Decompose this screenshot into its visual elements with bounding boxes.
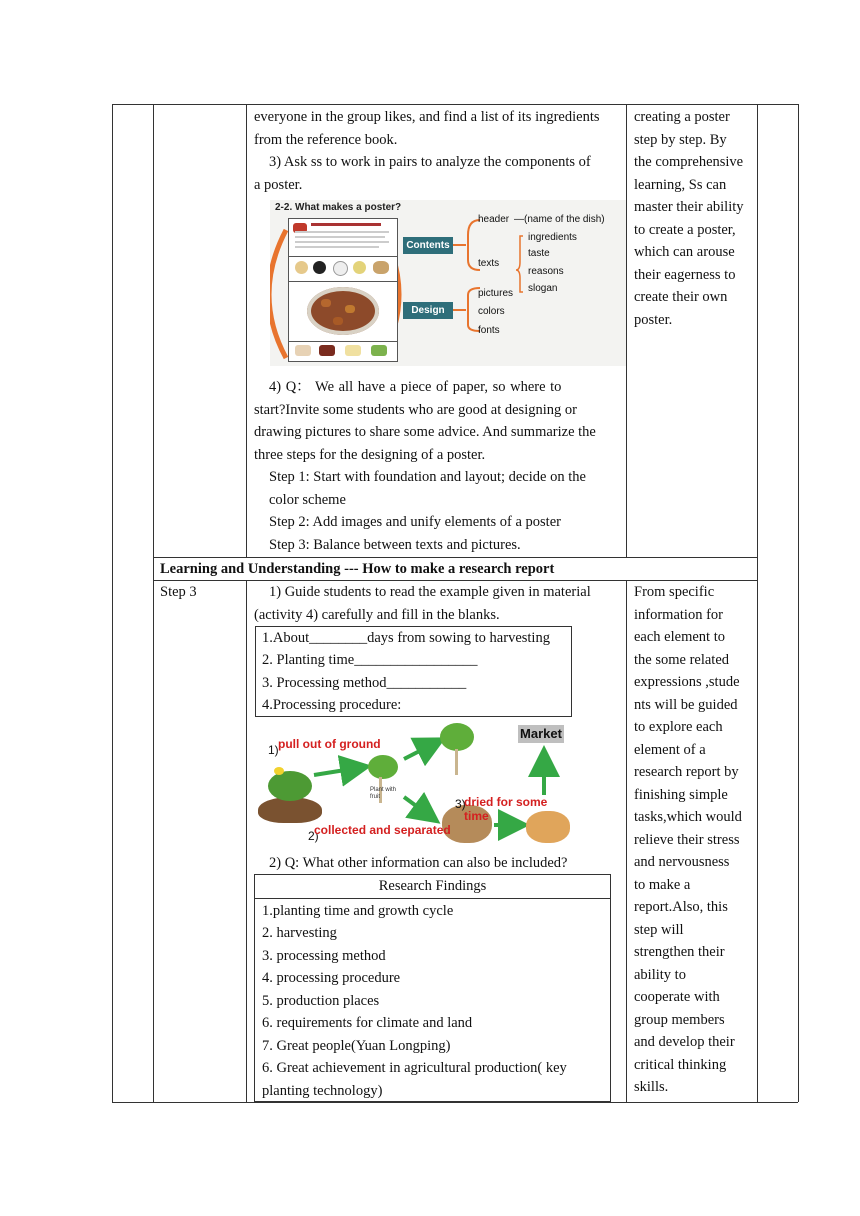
- step-text: Step 2: Add images and unify elements of a poster: [269, 514, 561, 530]
- ingredient-icon: [333, 261, 348, 276]
- main-text-line: 4) Q： We all have a piece of paper, so where to: [269, 379, 562, 395]
- blank-item: 4.Processing procedure:: [262, 697, 402, 713]
- kung-pao-chicken-dish: [307, 287, 379, 335]
- ingredient-icon: [295, 261, 308, 274]
- findings-item: 4. processing procedure: [262, 970, 401, 986]
- main-text-line: everyone in the group likes, and find a list of its ingredients: [254, 109, 600, 125]
- pictures-label: pictures: [478, 288, 514, 299]
- header-label: header: [478, 214, 510, 225]
- findings-item: 1.planting time and growth cycle: [262, 903, 454, 919]
- design-label: Design: [403, 302, 453, 319]
- drying-plant: [440, 723, 474, 751]
- step-text: color scheme: [269, 492, 346, 508]
- findings-item: 5. production places: [262, 993, 380, 1009]
- question-text: 2) Q: What other information can also be included?: [269, 855, 568, 871]
- col-border-right: [798, 104, 799, 1102]
- step-text: Step 3: Balance between texts and pictures.: [269, 537, 521, 553]
- fill-in-blanks-box: [255, 626, 572, 717]
- ingredient-icon: [373, 261, 389, 274]
- taste-label: taste: [528, 248, 550, 259]
- reasons-label: reasons: [528, 266, 564, 277]
- purpose-text-2: From specific information for each element to the some related expressions ,stude nts will be guided to explore each element of a research report by finishing simple tasks,which would relieve their stress and nervousness to make a report.Also, this step will strengthen their ability to cooperate with group members and develop their critical thinking skills.: [634, 584, 742, 1095]
- market-label: Market: [518, 725, 564, 743]
- name-of-dish-label: —(name of the dish): [514, 214, 605, 225]
- contents-label: Contents: [403, 237, 453, 254]
- dried-label: dried for some time: [464, 795, 548, 823]
- section-heading: Learning and Understanding --- How to make a research report: [160, 561, 555, 577]
- slogan-label: slogan: [528, 283, 558, 294]
- poster-components-figure: [270, 200, 626, 366]
- col-border-4a: [626, 104, 627, 557]
- table-top-border: [112, 104, 798, 105]
- main-text-line: (activity 4) carefully and fill in the blanks.: [254, 607, 500, 623]
- figure-title: 2-2. What makes a poster?: [275, 202, 402, 213]
- findings-header: Research Findings: [378, 878, 487, 894]
- main-text-line: drawing pictures to share some advice. And summarize the: [254, 424, 596, 440]
- col-border-3a: [246, 104, 247, 557]
- ingredient-icon: [353, 261, 366, 274]
- findings-item: 6. Great achievement in agricultural production( key: [262, 1060, 567, 1076]
- pulled-plant: [368, 755, 398, 779]
- fonts-label: fonts: [478, 325, 500, 336]
- main-text-line: 3) Ask ss to work in pairs to analyze the components of: [269, 154, 591, 170]
- findings-item: 6. requirements for climate and land: [262, 1015, 473, 1031]
- main-text-line: a poster.: [254, 177, 303, 193]
- findings-item: planting technology): [262, 1083, 383, 1099]
- table-bottom-border: [112, 1102, 798, 1103]
- step-number: 1): [268, 743, 279, 757]
- col-border-5: [757, 104, 758, 1102]
- main-text-line: from the reference book.: [254, 132, 398, 148]
- main-text-line: three steps for the designing of a poster.: [254, 447, 486, 463]
- pull-out-label: pull out of ground: [278, 737, 381, 751]
- blank-item: 3. Processing method___________: [262, 675, 467, 691]
- recipe-card: [288, 218, 398, 362]
- purpose-text-1: creating a poster step by step. By the comprehensive learning, Ss can master their ability to create a poster, which can arouse their eagerness to create their own poster.: [634, 109, 744, 328]
- ingredients-label: ingredients: [528, 232, 577, 243]
- blank-item: 2. Planting time_________________: [262, 652, 478, 668]
- peanut-plant-in-ground: [268, 771, 312, 801]
- research-findings-box: [254, 874, 611, 1102]
- colors-label: colors: [478, 306, 505, 317]
- blank-item: 1.About________days from sowing to harvesting: [262, 630, 550, 646]
- main-text-line: 1) Guide students to read the example given in material: [269, 584, 591, 600]
- col-border-2: [153, 104, 154, 1102]
- step-number: 2): [308, 829, 319, 843]
- texts-label: texts: [478, 258, 500, 269]
- flower-icon: [274, 767, 284, 775]
- findings-item: 3. processing method: [262, 948, 386, 964]
- peanut-process-figure: [254, 719, 574, 849]
- col-border-left: [112, 104, 113, 1102]
- collected-label: collected and separated: [314, 823, 451, 837]
- col-border-3b: [246, 580, 247, 1102]
- step-number: 3): [455, 797, 466, 811]
- ingredient-icon: [313, 261, 326, 274]
- step-text: Step 1: Start with foundation and layout; decide on the: [269, 469, 586, 485]
- step-label: Step 3: [160, 584, 197, 600]
- main-text-line: start?Invite some students who are good at designing or: [254, 402, 577, 418]
- findings-item: 7. Great people(Yuan Longping): [262, 1038, 451, 1054]
- plant-note: Plant with fruit: [370, 787, 397, 800]
- col-border-4b: [626, 580, 627, 1102]
- findings-item: 2. harvesting: [262, 925, 337, 941]
